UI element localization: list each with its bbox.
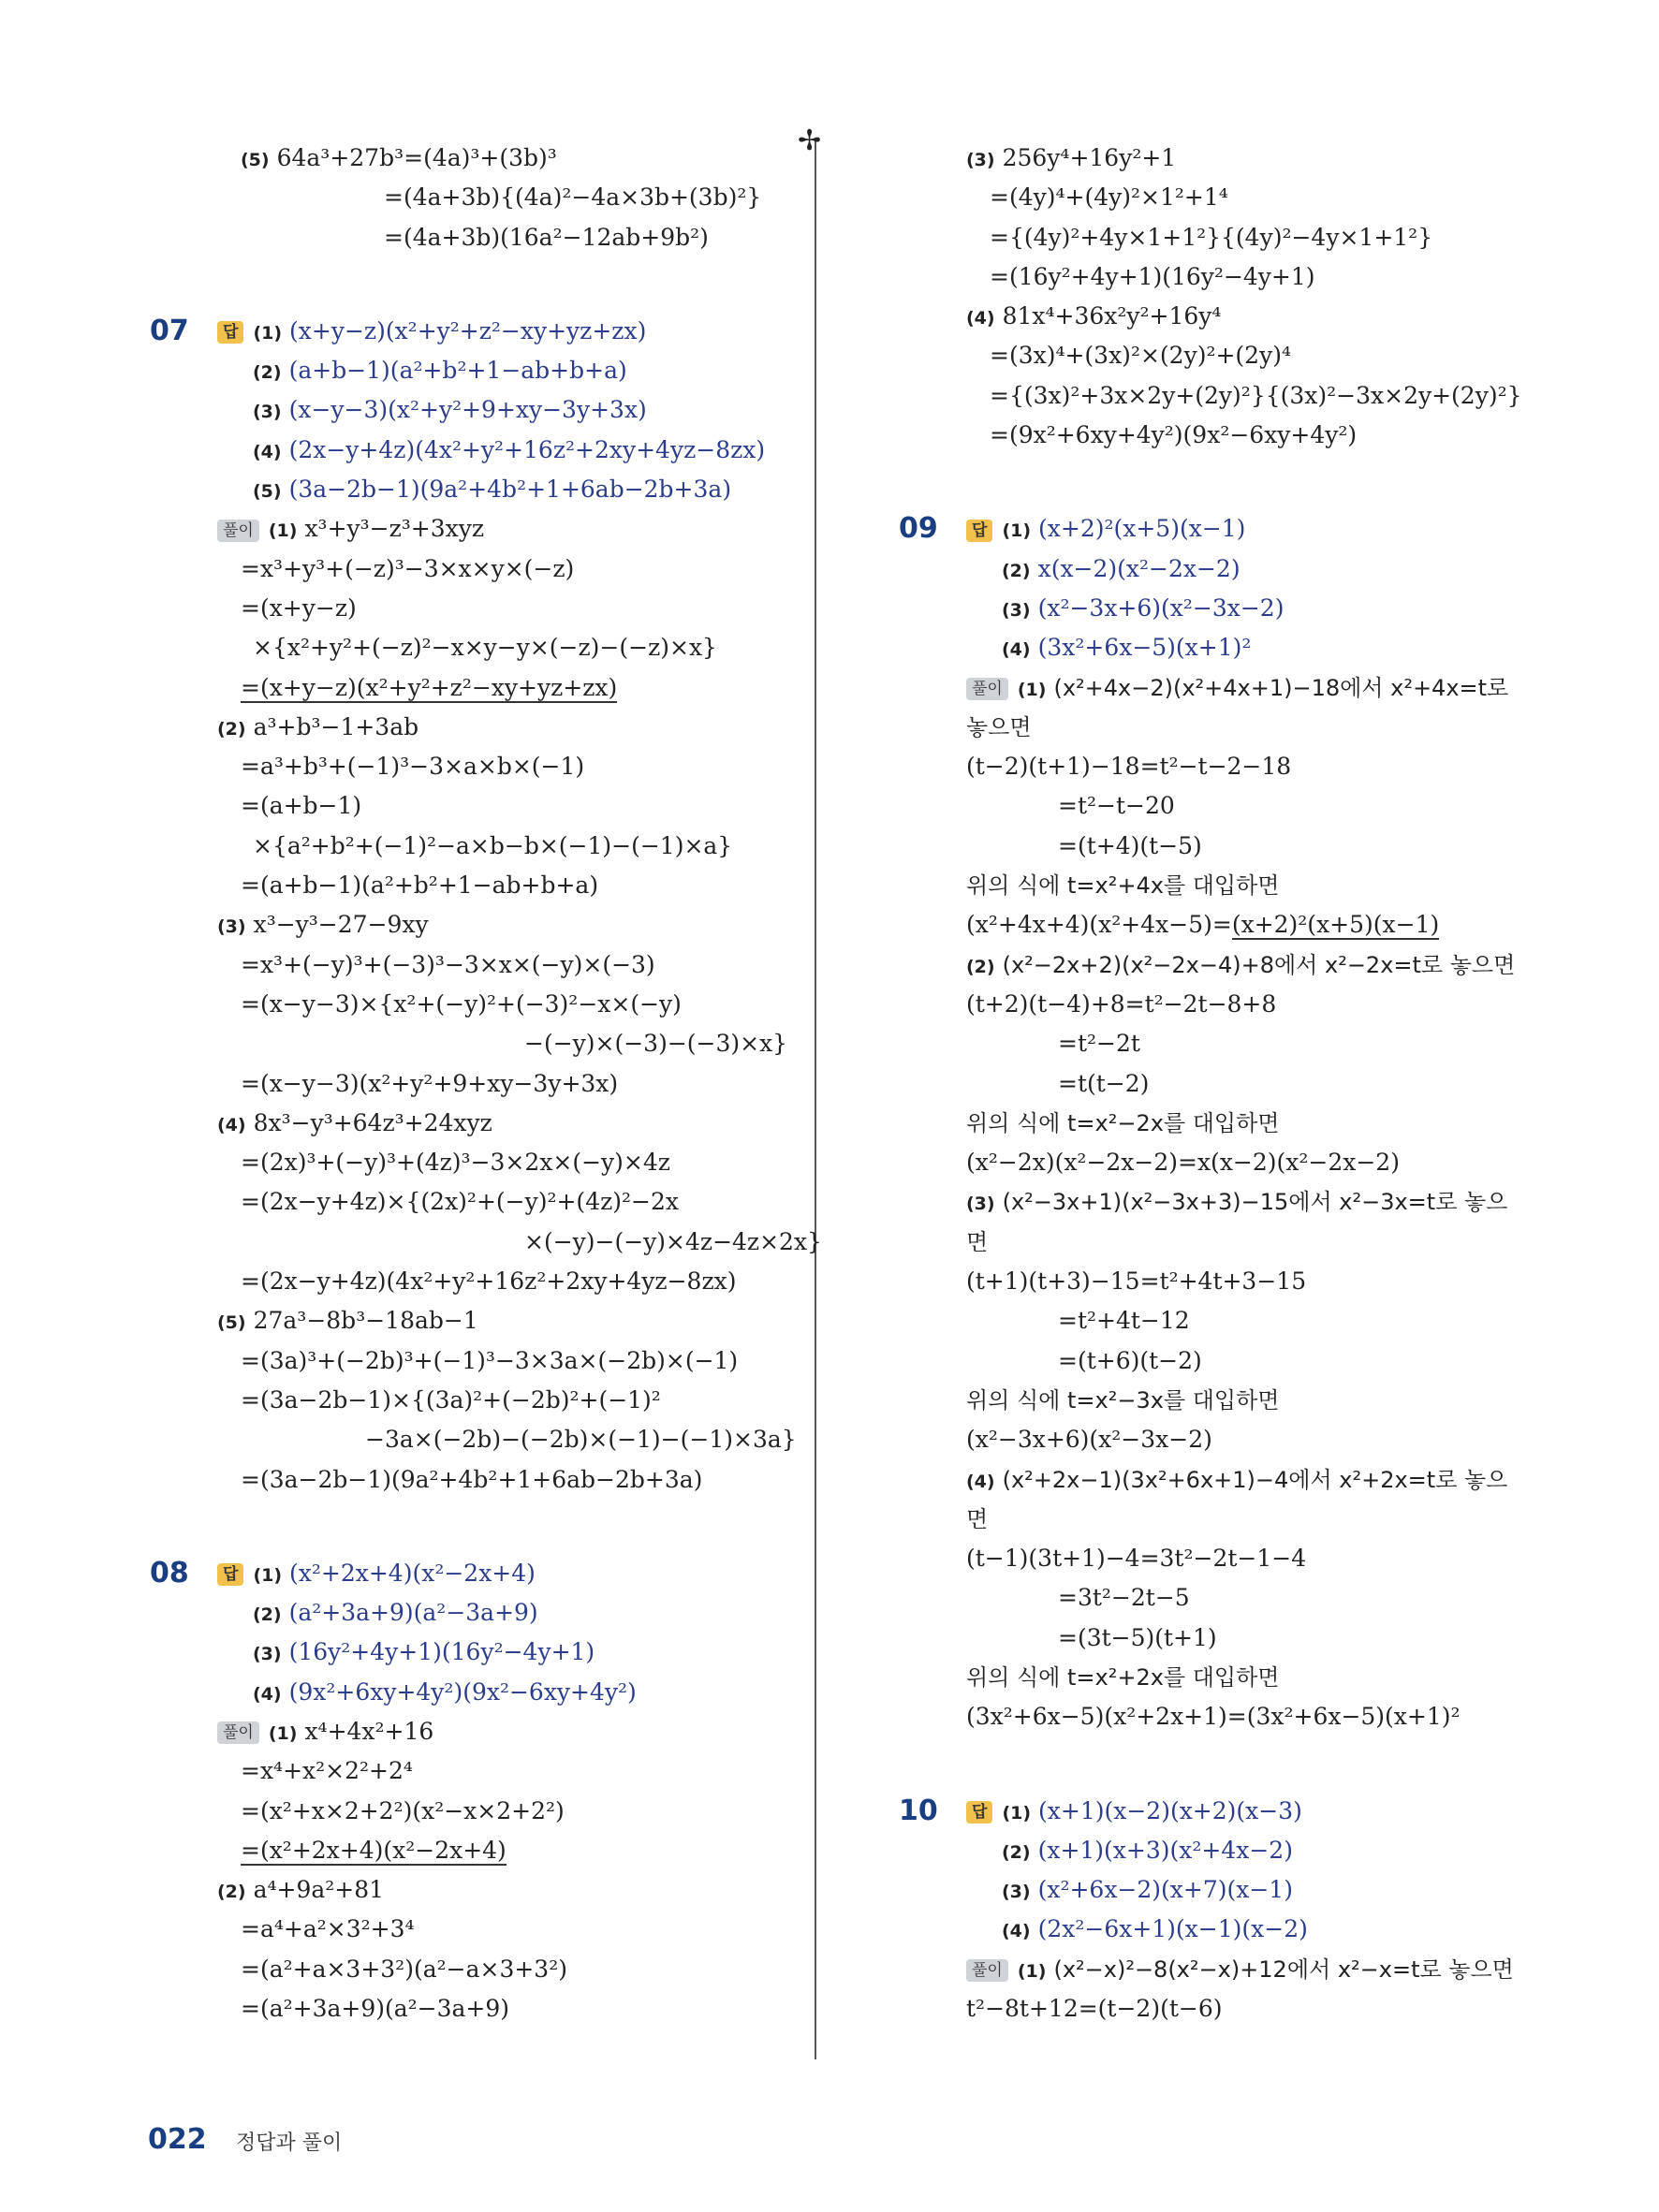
solution-line: (3) (x²−3x+1)(x²−3x+3)−15에서 x²−3x=t로 놓으	[966, 1189, 1508, 1216]
solution-line: =(2x−y+4z)×{(2x)²+(−y)²+(4z)²−2x	[241, 1188, 679, 1216]
solution-line: =(16y²+4y+1)(16y²−4y+1)	[990, 262, 1315, 290]
left-column	[150, 139, 822, 2029]
solution-badge: 풀이	[217, 520, 259, 542]
solution-line: =(9x²+6xy+4y²)(9x²−6xy+4y²)	[990, 421, 1358, 449]
page-number: 022	[148, 2123, 207, 2156]
solution-line: (3) 256y⁴+16y²+1	[966, 144, 1177, 171]
solution-line: =(3a)³+(−2b)³+(−1)³−3×3a×(−2b)×(−1)	[241, 1346, 739, 1374]
solution-line: =x³+(−y)³+(−3)³−3×x×(−y)×(−3)	[241, 950, 655, 978]
solution-line: (t−2)(t+1)−18=t²−t−2−18	[966, 753, 1292, 781]
answer-line: (3) (x²−3x+6)(x²−3x−2)	[1002, 593, 1285, 622]
solution-line: =(4a+3b)(16a²−12ab+9b²)	[384, 223, 709, 251]
solution-line: =t(t−2)	[1058, 1069, 1150, 1097]
answer-badge: 답	[217, 1563, 243, 1586]
problem-number: 07	[150, 314, 189, 347]
solution-line: =(2x)³+(−y)³+(4z)³−3×2x×(−y)×4z	[241, 1149, 670, 1177]
divider-ornament-icon: ✢	[798, 125, 822, 157]
solution-line: =(3a−2b−1)×{(3a)²+(−2b)²+(−1)²	[241, 1385, 661, 1414]
answer-line: (2) (a+b−1)(a²+b²+1−ab+b+a)	[253, 357, 627, 385]
solution-line: =(3a−2b−1)(9a²+4b²+1+6ab−2b+3a)	[241, 1465, 703, 1493]
solution-line: 위의 식에 t=x²+4x를 대입하면	[966, 872, 1280, 900]
right-column	[899, 139, 1522, 2029]
solution-line: 위의 식에 t=x²−2x를 대입하면	[966, 1109, 1280, 1136]
solution-line: ={(3x)²+3x×2y+(2y)²}{(3x)²−3x×2y+(2y)²}	[990, 381, 1522, 409]
solution-line: =x³+y³+(−z)³−3×x×y×(−z)	[241, 554, 575, 582]
solution-line: 풀이 (1) (x²−x)²−8(x²−x)+12에서 x²−x=t로 놓으면	[899, 1950, 1498, 1989]
solution-line: 위의 식에 t=x²−3x를 대입하면	[966, 1386, 1280, 1414]
solution-line: 위의 식에 t=x²+2x를 대입하면	[966, 1663, 1280, 1691]
solution-line: =(a²+a×3+3²)(a²−a×3+3²)	[241, 1955, 567, 1983]
solution-line: (3) x³−y³−27−9xy	[217, 911, 429, 939]
solution-line: (x²−3x+6)(x²−3x−2)	[966, 1426, 1212, 1454]
answer-line: (4) (2x²−6x+1)(x−1)(x−2)	[1002, 1915, 1308, 1943]
problem-number: 09	[899, 512, 938, 546]
solution-line: 풀이 (1) (x²+4x−2)(x²+4x+1)−18에서 x²+4x=t로	[899, 668, 1498, 708]
solution-line: (x²−2x)(x²−2x−2)=x(x−2)(x²−2x−2)	[966, 1149, 1400, 1177]
solution-line: ×{x²+y²+(−z)²−x×y−y×(−z)−(−z)×x}	[253, 634, 717, 662]
solution-line: (2) a³+b³−1+3ab	[217, 712, 419, 740]
solution-line: 풀이 (1) x³+y³−z³+3xyz	[150, 509, 796, 549]
solution-line: =(x−y−3)(x²+y²+9+xy−3y+3x)	[241, 1069, 619, 1097]
solution-line: =(x+y−z)(x²+y²+z²−xy+yz+zx)	[241, 673, 618, 701]
solution-line: =(x−y−3)×{x²+(−y)²+(−3)²−x×(−y)	[241, 989, 682, 1018]
solution-line: =(a²+3a+9)(a²−3a+9)	[241, 1995, 510, 2023]
solution-line: (4) 81x⁴+36x²y²+16y⁴	[966, 302, 1222, 330]
solution-line: =(t+4)(t−5)	[1058, 831, 1202, 859]
solution-line: =a⁴+a²×3²+3⁴	[241, 1915, 415, 1943]
solution-line: 풀이 (1) x⁴+4x²+16	[150, 1712, 796, 1751]
solution-line: (2) (x²−2x+2)(x²−2x−4)+8에서 x²−2x=t로 놓으면	[966, 951, 1516, 978]
answer-badge: 답	[217, 321, 243, 344]
solution-line: 놓으면	[966, 713, 1032, 740]
answer-line: (2) (x+1)(x+3)(x²+4x−2)	[1002, 1836, 1293, 1864]
solution-line: ×(−y)−(−y)×4z−4z×2x}	[524, 1227, 822, 1255]
problem-number: 10	[899, 1794, 938, 1827]
solution-line: (4) (x²+2x−1)(3x²+6x+1)−4에서 x²+2x=t로 놓으	[966, 1466, 1508, 1493]
problem-08-answer-1: 08 답 (1) (x²+2x+4)(x²−2x+4)	[150, 1554, 796, 1593]
solution-line: =3t²−2t−5	[1058, 1584, 1190, 1612]
solution-line: ×{a²+b²+(−1)²−a×b−b×(−1)−(−1)×a}	[253, 831, 733, 859]
solution-line: (t−1)(3t+1)−4=3t²−2t−1−4	[966, 1545, 1307, 1573]
answer-line: (2) (a²+3a+9)(a²−3a+9)	[253, 1599, 538, 1627]
solution-line: =(x²+2x+4)(x²−2x+4)	[241, 1836, 507, 1864]
solution-line: =t²−t−20	[1058, 792, 1175, 820]
solution-line: (5) 64a³+27b³=(4a)³+(3b)³	[241, 144, 557, 171]
answer-line: (3) (16y²+4y+1)(16y²−4y+1)	[253, 1638, 595, 1666]
solution-line: =(a+b−1)(a²+b²+1−ab+b+a)	[241, 872, 599, 900]
solution-line: =t²+4t−12	[1058, 1307, 1190, 1335]
solution-line: (5) 27a³−8b³−18ab−1	[217, 1307, 478, 1335]
solution-badge: 풀이	[217, 1721, 259, 1744]
solution-line: =(t+6)(t−2)	[1058, 1346, 1202, 1374]
solution-line: (t+2)(t−4)+8=t²−2t−8+8	[966, 989, 1277, 1018]
solution-line: =(x+y−z)	[241, 593, 357, 622]
problem-09-answer-1: 09 답 (1) (x+2)²(x+5)(x−1)	[899, 509, 1498, 549]
solution-badge: 풀이	[966, 1959, 1008, 1982]
solution-line: (3x²+6x−5)(x²+2x+1)=(3x²+6x−5)(x+1)²	[966, 1703, 1461, 1731]
solution-line: −3a×(−2b)−(−2b)×(−1)−(−1)×3a}	[365, 1426, 797, 1454]
solution-line: =(4y)⁴+(4y)²×1²+1⁴	[990, 183, 1228, 212]
answer-line: (4) (9x²+6xy+4y²)(9x²−6xy+4y²)	[253, 1677, 637, 1706]
column-divider	[815, 140, 816, 2059]
answer-line: (3) (x−y−3)(x²+y²+9+xy−3y+3x)	[253, 396, 647, 424]
solution-line: (4) 8x³−y³+64z³+24xyz	[217, 1108, 492, 1136]
solution-line: =(x²+x×2+2²)(x²−x×2+2²)	[241, 1796, 565, 1824]
solution-line: 면	[966, 1228, 989, 1255]
answer-line: (4) (2x−y+4z)(4x²+y²+16z²+2xy+4yz−8zx)	[253, 435, 766, 463]
solution-line: =a³+b³+(−1)³−3×a×b×(−1)	[241, 753, 585, 781]
solution-line: =(a+b−1)	[241, 792, 362, 820]
solution-line: ={(4y)²+4y×1+1²}{(4y)²−4y×1+1²}	[990, 223, 1433, 251]
answer-badge: 답	[966, 520, 992, 542]
solution-line: =(2x−y+4z)(4x²+y²+16z²+2xy+4yz−8zx)	[241, 1267, 737, 1296]
solution-line: t²−8t+12=(t−2)(t−6)	[966, 1995, 1223, 2023]
problem-10-answer-1: 10 답 (1) (x+1)(x−2)(x+2)(x−3)	[899, 1792, 1498, 1831]
answer-line: (2) x(x−2)(x²−2x−2)	[1002, 554, 1241, 582]
solution-line: =(3t−5)(t+1)	[1058, 1623, 1217, 1651]
answer-line: (5) (3a−2b−1)(9a²+4b²+1+6ab−2b+3a)	[253, 476, 732, 504]
problem-number: 08	[150, 1556, 189, 1589]
solution-line: −(−y)×(−3)−(−3)×x}	[524, 1030, 788, 1058]
solution-line: =t²−2t	[1058, 1030, 1140, 1058]
solution-line: =(3x)⁴+(3x)²×(2y)²+(2y)⁴	[990, 342, 1291, 370]
problem-07-answer-1: 07 답 (1) (x+y−z)(x²+y²+z²−xy+yz+zx)	[150, 312, 796, 351]
solution-line: (x²+4x+4)(x²+4x−5)=(x+2)²(x+5)(x−1)	[966, 911, 1440, 939]
solution-line: =x⁴+x²×2²+2⁴	[241, 1757, 413, 1785]
solution-line: (2) a⁴+9a²+81	[217, 1876, 385, 1904]
answer-badge: 답	[966, 1801, 992, 1824]
answer-line: (4) (3x²+6x−5)(x+1)²	[1002, 634, 1252, 662]
footer-title: 정답과 풀이	[236, 2131, 343, 2155]
solution-badge: 풀이	[966, 678, 1008, 700]
solution-line: (t+1)(t+3)−15=t²+4t+3−15	[966, 1267, 1307, 1296]
solution-line: =(4a+3b){(4a)²−4a×3b+(3b)²}	[384, 183, 762, 212]
solution-line: 면	[966, 1505, 989, 1532]
answer-line: (3) (x²+6x−2)(x+7)(x−1)	[1002, 1876, 1293, 1904]
